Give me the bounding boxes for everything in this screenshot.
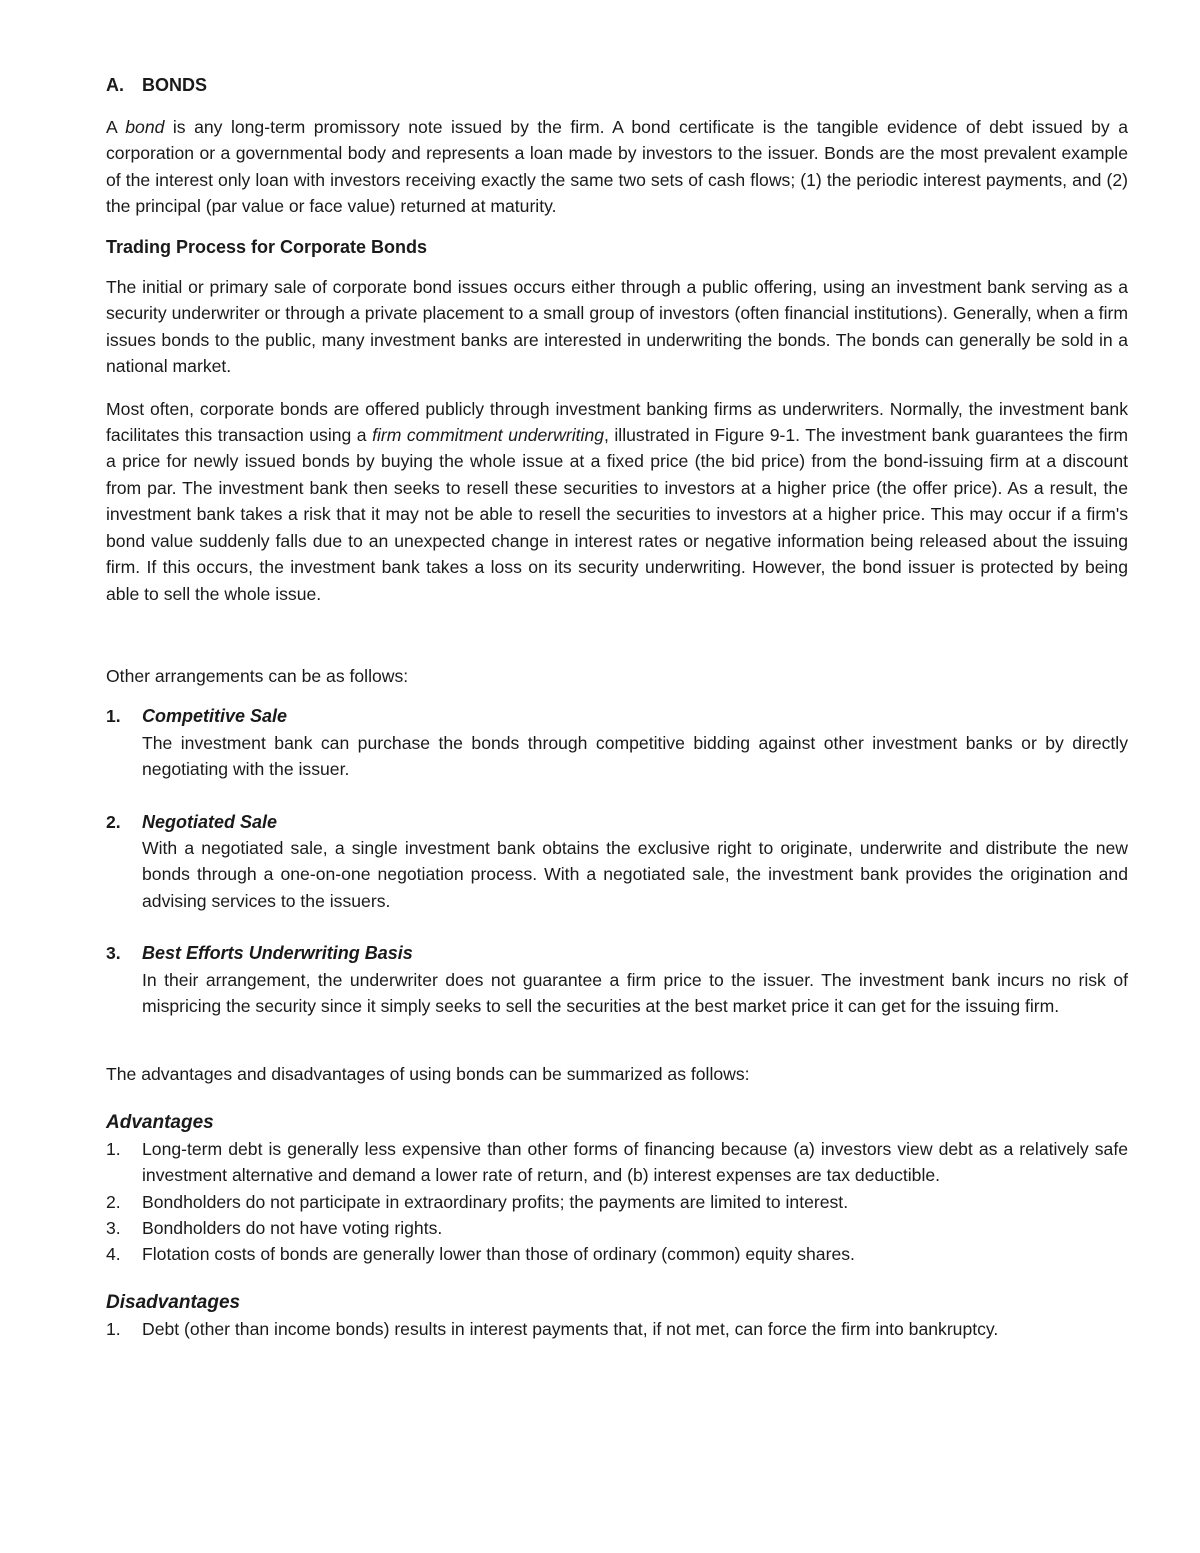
list-item-text: Long-term debt is generally less expensive than other forms of financing because (a) investors view debt as a relatively safe investment alternative and demand a lower rate of return, and (b) interest expenses are tax deductible. xyxy=(142,1138,1128,1186)
list-number: 1. xyxy=(106,1138,121,1159)
trading-paragraph-1: The initial or primary sale of corporate bond issues occurs either through a public offering, using an investment bank serving as a security underwriter or through a private placement to a small group of investors (often financial institutions). Generally, when a firm issues bonds to the public, many investment banks are interested in underwriting the bonds. The bonds can generally be sold in a national market. xyxy=(106,277,1128,377)
list-number: 3. xyxy=(106,1218,121,1238)
trading-paragraph-2 xyxy=(106,396,1128,607)
italic-term: firm commitment underwriting xyxy=(372,425,605,446)
section-heading xyxy=(106,72,1128,98)
text-run: A xyxy=(106,117,126,137)
section-title: BONDS xyxy=(142,75,208,95)
list-item xyxy=(106,1136,1128,1189)
italic-term: bond xyxy=(125,117,165,137)
bond-definition-paragraph xyxy=(106,114,1128,220)
arrangement-title: Negotiated Sale xyxy=(142,811,278,832)
trading-process-heading: Trading Process for Corporate Bonds xyxy=(106,236,428,257)
arrangement-item-competitive xyxy=(106,703,1128,782)
arrangement-item-best-efforts xyxy=(106,940,1128,1019)
arrangement-text: With a negotiated sale, a single investment bank obtains the exclusive right to originate, underwrite and distribute the new bonds through a one-on-one negotiation process. With a negotiated sale, the investment bank provides the origination and advising services to the issuers. xyxy=(142,837,1128,911)
list-item xyxy=(106,1189,1128,1215)
list-number: 2. xyxy=(106,1191,121,1212)
document-page xyxy=(106,72,1128,1342)
list-item-text: Bondholders do not have voting rights. xyxy=(142,1218,443,1238)
list-item xyxy=(106,1215,1128,1241)
arrangements-intro: Other arrangements can be as follows: xyxy=(106,665,409,686)
list-item xyxy=(106,1241,1128,1267)
list-item-text: Flotation costs of bonds are generally lower than those of ordinary (common) equity shares. xyxy=(142,1244,855,1265)
list-number: 2. xyxy=(106,811,121,832)
section-number: A. xyxy=(106,75,124,95)
list-number: 3. xyxy=(106,943,121,964)
text-run: , illustrated in Figure 9-1. The investment bank guarantees the firm a price for newly issued bonds by buying the whole issue at a fixed price (the bid price) from the bond-issuing firm at a discount from par. The investment bank then seeks to resell these securities to investors at a higher price (the offer price). As a result, the investment bank takes a risk that it may not be able to resell the securities to investors at a higher price. This may occur if a firm's bond value suddenly falls due to an unexpected change in interest rates or negative information being released about the issuing firm. If this occurs, the investment bank takes a loss on its security underwriting. However, the bond issuer is protected by being able to sell the whole issue. xyxy=(106,425,1128,604)
text-run: Most often, corporate bonds are offered publicly through investment banking firms as underwriters. Normally, the investment bank facilitates this transaction using a xyxy=(106,398,1128,446)
arrangement-title: Competitive Sale xyxy=(142,706,288,727)
arrangement-text: In their arrangement, the underwriter does not guarantee a firm price to the issuer. The investment bank incurs no risk of mispricing the security since it simply seeks to sell the securities at the best market price it can get for the issuing firm. xyxy=(142,969,1128,1016)
summary-intro: The advantages and disadvantages of using bonds can be summarized as follows: xyxy=(106,1064,750,1085)
arrangement-text: The investment bank can purchase the bonds through competitive bidding against other investment banks or by directly negotiating with the issuer. xyxy=(142,732,1128,780)
arrangement-title: Best Efforts Underwriting Basis xyxy=(142,943,413,964)
list-item xyxy=(106,1316,1128,1342)
text-run: is any long-term promissory note issued by the firm. A bond certificate is the tangible evidence of debt issued by a corporation or a governmental body and represents a loan made by investors to the issuer. Bonds are the most prevalent example of the interest only loan with investors receiving exactly the same two sets of cash flows; (1) the periodic interest payments, and (2) the principal (par value or face value) returned at maturity. xyxy=(106,117,1129,217)
list-number: 1. xyxy=(106,706,121,727)
list-number: 1. xyxy=(106,1318,121,1339)
advantages-heading: Advantages xyxy=(106,1111,214,1133)
list-item-text: Bondholders do not participate in extraordinary profits; the payments are limited to interest. xyxy=(142,1191,849,1212)
arrangement-item-negotiated xyxy=(106,809,1128,915)
list-number: 4. xyxy=(106,1244,121,1265)
list-item-text: Debt (other than income bonds) results in interest payments that, if not met, can force the firm into bankruptcy. xyxy=(142,1318,999,1339)
disadvantages-heading: Disadvantages xyxy=(106,1291,241,1313)
